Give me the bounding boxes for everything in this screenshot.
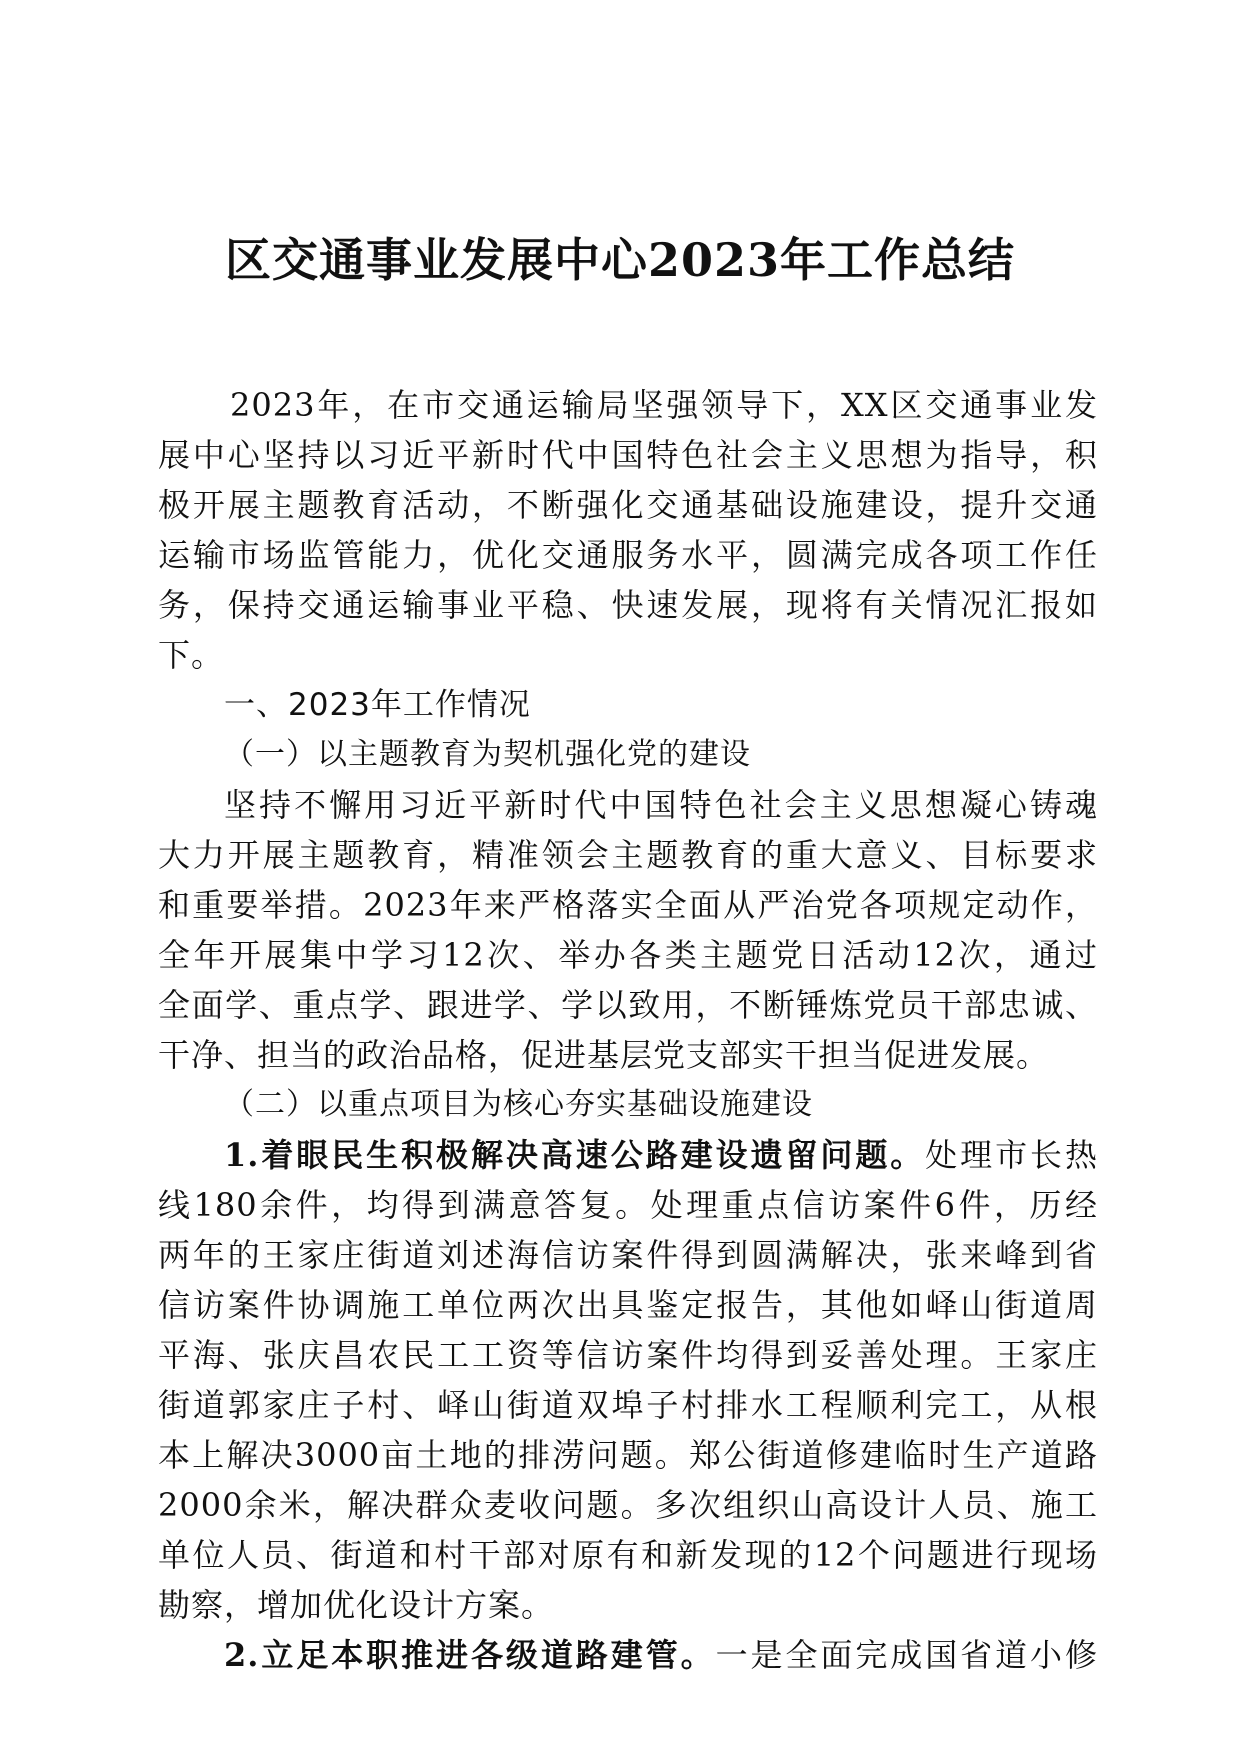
paragraph-line: 两年的王家庄街道刘述海信访案件得到圆满解决，张来峰到省 [158, 1236, 1098, 1274]
item-heading: 2.立足本职推进各级道路建管。 [224, 1636, 716, 1674]
paragraph-line: 线180余件，均得到满意答复。处理重点信访案件6件，历经 [158, 1186, 1098, 1224]
paragraph-line: 勘察，增加优化设计方案。 [158, 1586, 555, 1624]
paragraph-line: 坚持不懈用习近平新时代中国特色社会主义思想凝心铸魂 [224, 786, 1098, 824]
paragraph-line: 单位人员、街道和村干部对原有和新发现的12个问题进行现场 [158, 1536, 1098, 1574]
item-text: 处理市长热 [925, 1136, 1098, 1174]
item-line [158, 1130, 1098, 1180]
subsection-heading: （二）以重点项目为核心夯实基础设施建设 [224, 1087, 813, 1122]
intro-line: 下。 [158, 636, 225, 674]
paragraph-line: 大力开展主题教育，精准领会主题教育的重大意义、目标要求 [158, 836, 1098, 874]
item-heading: 1.着眼民生积极解决高速公路建设遗留问题。 [224, 1136, 926, 1174]
paragraph-line: 全年开展集中学习12次、举办各类主题党日活动12次，通过 [158, 936, 1098, 974]
paragraph-line: 信访案件协调施工单位两次出具鉴定报告，其他如峄山街道周 [158, 1286, 1098, 1324]
paragraph-line: 街道郭家庄子村、峄山街道双埠子村排水工程顺利完工，从根 [158, 1386, 1098, 1424]
item-line [158, 1630, 1098, 1680]
paragraph-line: 本上解决3000亩土地的排涝问题。郑公街道修建临时生产道路 [158, 1436, 1098, 1474]
paragraph-line: 干净、担当的政治品格，促进基层党支部实干担当促进发展。 [158, 1036, 1050, 1074]
item-text: 一是全面完成国省道小修 [715, 1636, 1098, 1674]
paragraph-line: 全面学、重点学、跟进学、学以致用，不断锤炼党员干部忠诚、 [158, 986, 1098, 1024]
section-heading: 一、2023年工作情况 [224, 687, 531, 723]
intro-line: 务，保持交通运输事业平稳、快速发展，现将有关情况汇报如 [158, 586, 1098, 624]
intro-line: 2023年，在市交通运输局坚强领导下，XX区交通事业发 [230, 386, 1098, 424]
document-title: 区交通事业发展中心2023年工作总结 [224, 233, 1016, 287]
document-body [158, 380, 1098, 1680]
intro-line: 展中心坚持以习近平新时代中国特色社会主义思想为指导，积 [158, 436, 1098, 474]
intro-line: 极开展主题教育活动，不断强化交通基础设施建设，提升交通 [158, 486, 1098, 524]
paragraph-line: 和重要举措。2023年来严格落实全面从严治党各项规定动作， [158, 886, 1098, 924]
intro-line: 运输市场监管能力，优化交通服务水平，圆满完成各项工作任 [158, 536, 1098, 574]
paragraph-line: 平海、张庆昌农民工工资等信访案件均得到妥善处理。王家庄 [158, 1336, 1098, 1374]
paragraph-line: 2000余米，解决群众麦收问题。多次组织山高设计人员、施工 [158, 1486, 1098, 1524]
subsection-heading: （一）以主题教育为契机强化党的建设 [224, 737, 751, 772]
